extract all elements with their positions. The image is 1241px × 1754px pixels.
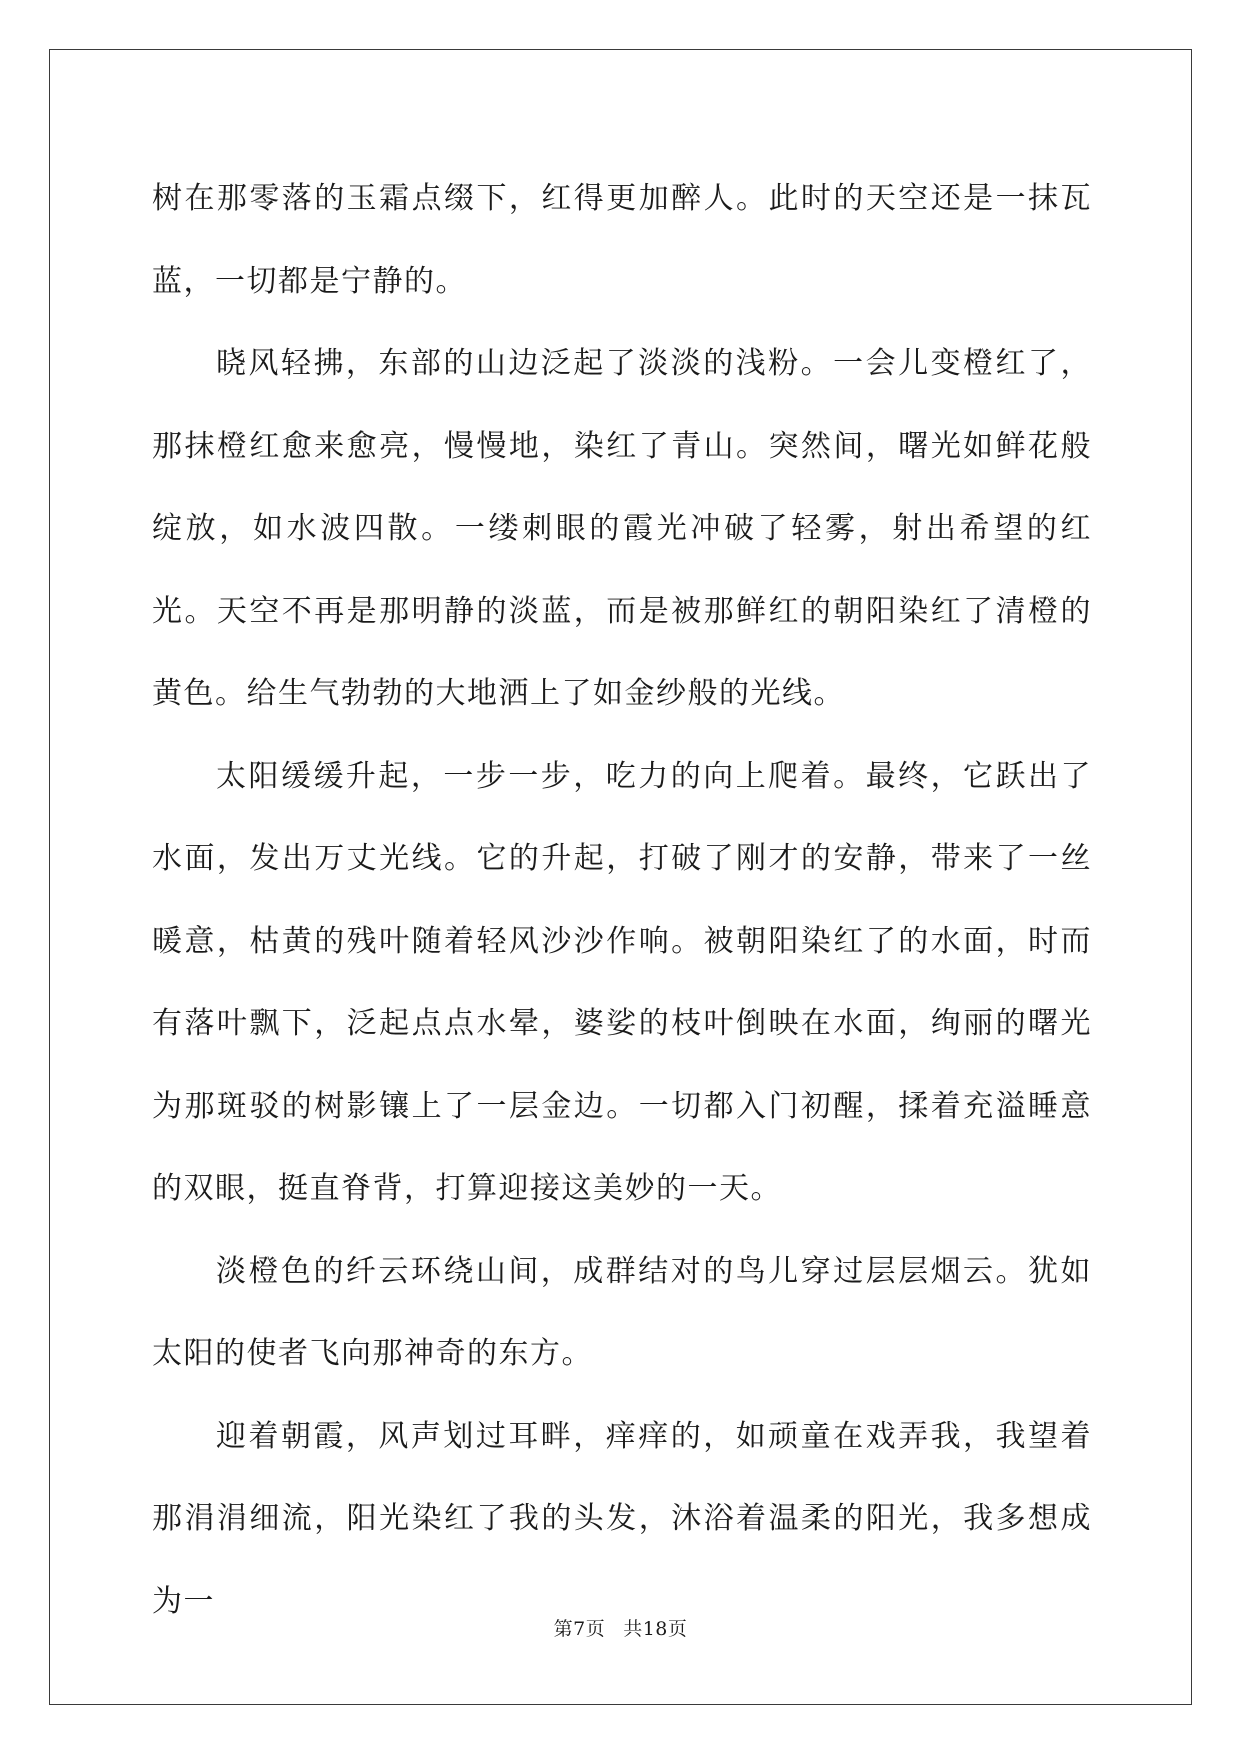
paragraph-1: 树在那零落的玉霜点缀下，红得更加醉人。此时的天空还是一抹瓦蓝，一切都是宁静的。 [152, 181, 1092, 299]
page-number: 第7页 [553, 1618, 606, 1640]
document-body [152, 158, 1092, 1643]
page-footer [0, 1614, 1241, 1641]
paragraph-3: 太阳缓缓升起，一步一步，吃力的向上爬着。最终，它跃出了水面，发出万丈光线。它的升起，打破了刚才的安静，带来了一丝暖意，枯黄的残叶随着轻风沙沙作响。被朝阳染红了的水面，时而有落叶飘下，泛起点点水晕，婆娑的枝叶倒映在水面，绚丽的曙光为那斑驳的树影镶上了一层金边。一切都入门初醒，揉着充溢睡意的双眼，挺直脊背，打算迎接这美妙的一天。 [152, 758, 1092, 1206]
paragraph-4: 淡橙色的纤云环绕山间，成群结对的鸟儿穿过层层烟云。犹如太阳的使者飞向那神奇的东方。 [152, 1253, 1092, 1371]
paragraph-5: 迎着朝霞，风声划过耳畔，痒痒的，如顽童在戏弄我，我望着那涓涓细流，阳光染红了我的头发，沐浴着温柔的阳光，我多想成为一 [152, 1418, 1092, 1619]
paragraph-2: 晓风轻拂，东部的山边泛起了淡淡的浅粉。一会儿变橙红了，那抹橙红愈来愈亮，慢慢地，染红了青山。突然间，曙光如鲜花般绽放，如水波四散。一缕刺眼的霞光冲破了轻雾，射出希望的红光。天空不再是那明静的淡蓝，而是被那鲜红的朝阳染红了清橙的黄色。给生气勃勃的大地洒上了如金纱般的光线。 [152, 346, 1092, 711]
page-total: 共18页 [623, 1618, 688, 1640]
